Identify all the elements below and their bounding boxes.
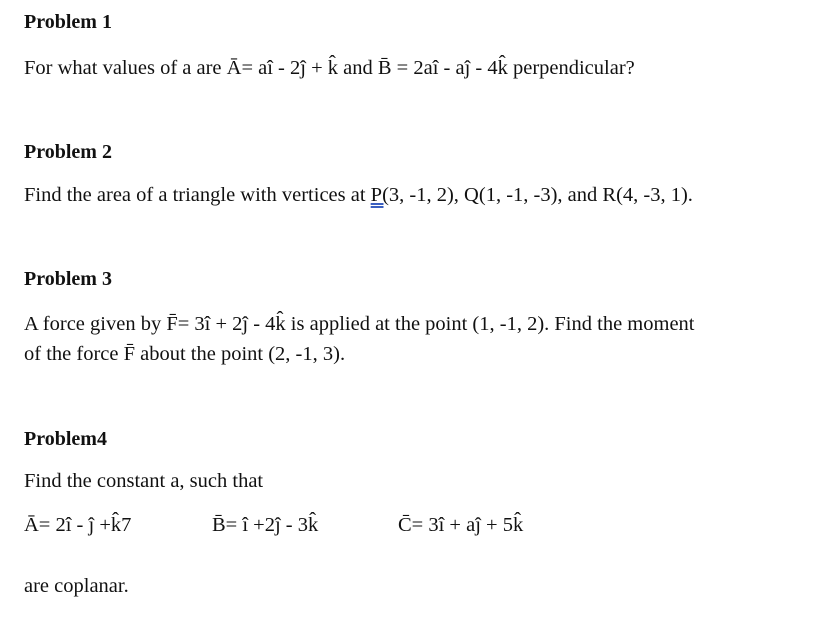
vector-b: B̄= î +2ĵ - 3k̂ bbox=[212, 514, 319, 536]
problem-2-heading: Problem 2 bbox=[24, 141, 112, 163]
problem-3-line-1: A force given by F̄= 3î + 2ĵ - 4k̂ is applied at the point (1, -1, 2). Find the moment bbox=[24, 313, 695, 335]
vector-c: C̄= 3î + aĵ + 5k̂ bbox=[398, 514, 524, 536]
problem-2-point-p: P( bbox=[370, 184, 389, 206]
problem-2-text-after: 3, -1, 2), Q(1, -1, -3), and R(4, -3, 1). bbox=[388, 184, 693, 206]
problem-2-text bbox=[24, 182, 693, 208]
problem-1-heading: Problem 1 bbox=[24, 11, 112, 33]
problem-4-heading: Problem4 bbox=[24, 428, 107, 450]
problem-2-text-before: Find the area of a triangle with vertices at bbox=[24, 184, 371, 206]
problem-4-text: Find the constant a, such that bbox=[24, 470, 264, 492]
vector-a: Ā= 2î - ĵ +k̂7 bbox=[24, 514, 132, 536]
problem-3-heading: Problem 3 bbox=[24, 268, 112, 290]
problem-4-conclusion: are coplanar. bbox=[24, 575, 129, 597]
problem-1-text: For what values of a are Ā= aî - 2ĵ + k̂ and B̄ = 2aî - aĵ - 4k̂ perpendicular? bbox=[24, 57, 635, 79]
problem-3-line-2: of the force F̄ about the point (2, -1, 3). bbox=[24, 343, 346, 365]
